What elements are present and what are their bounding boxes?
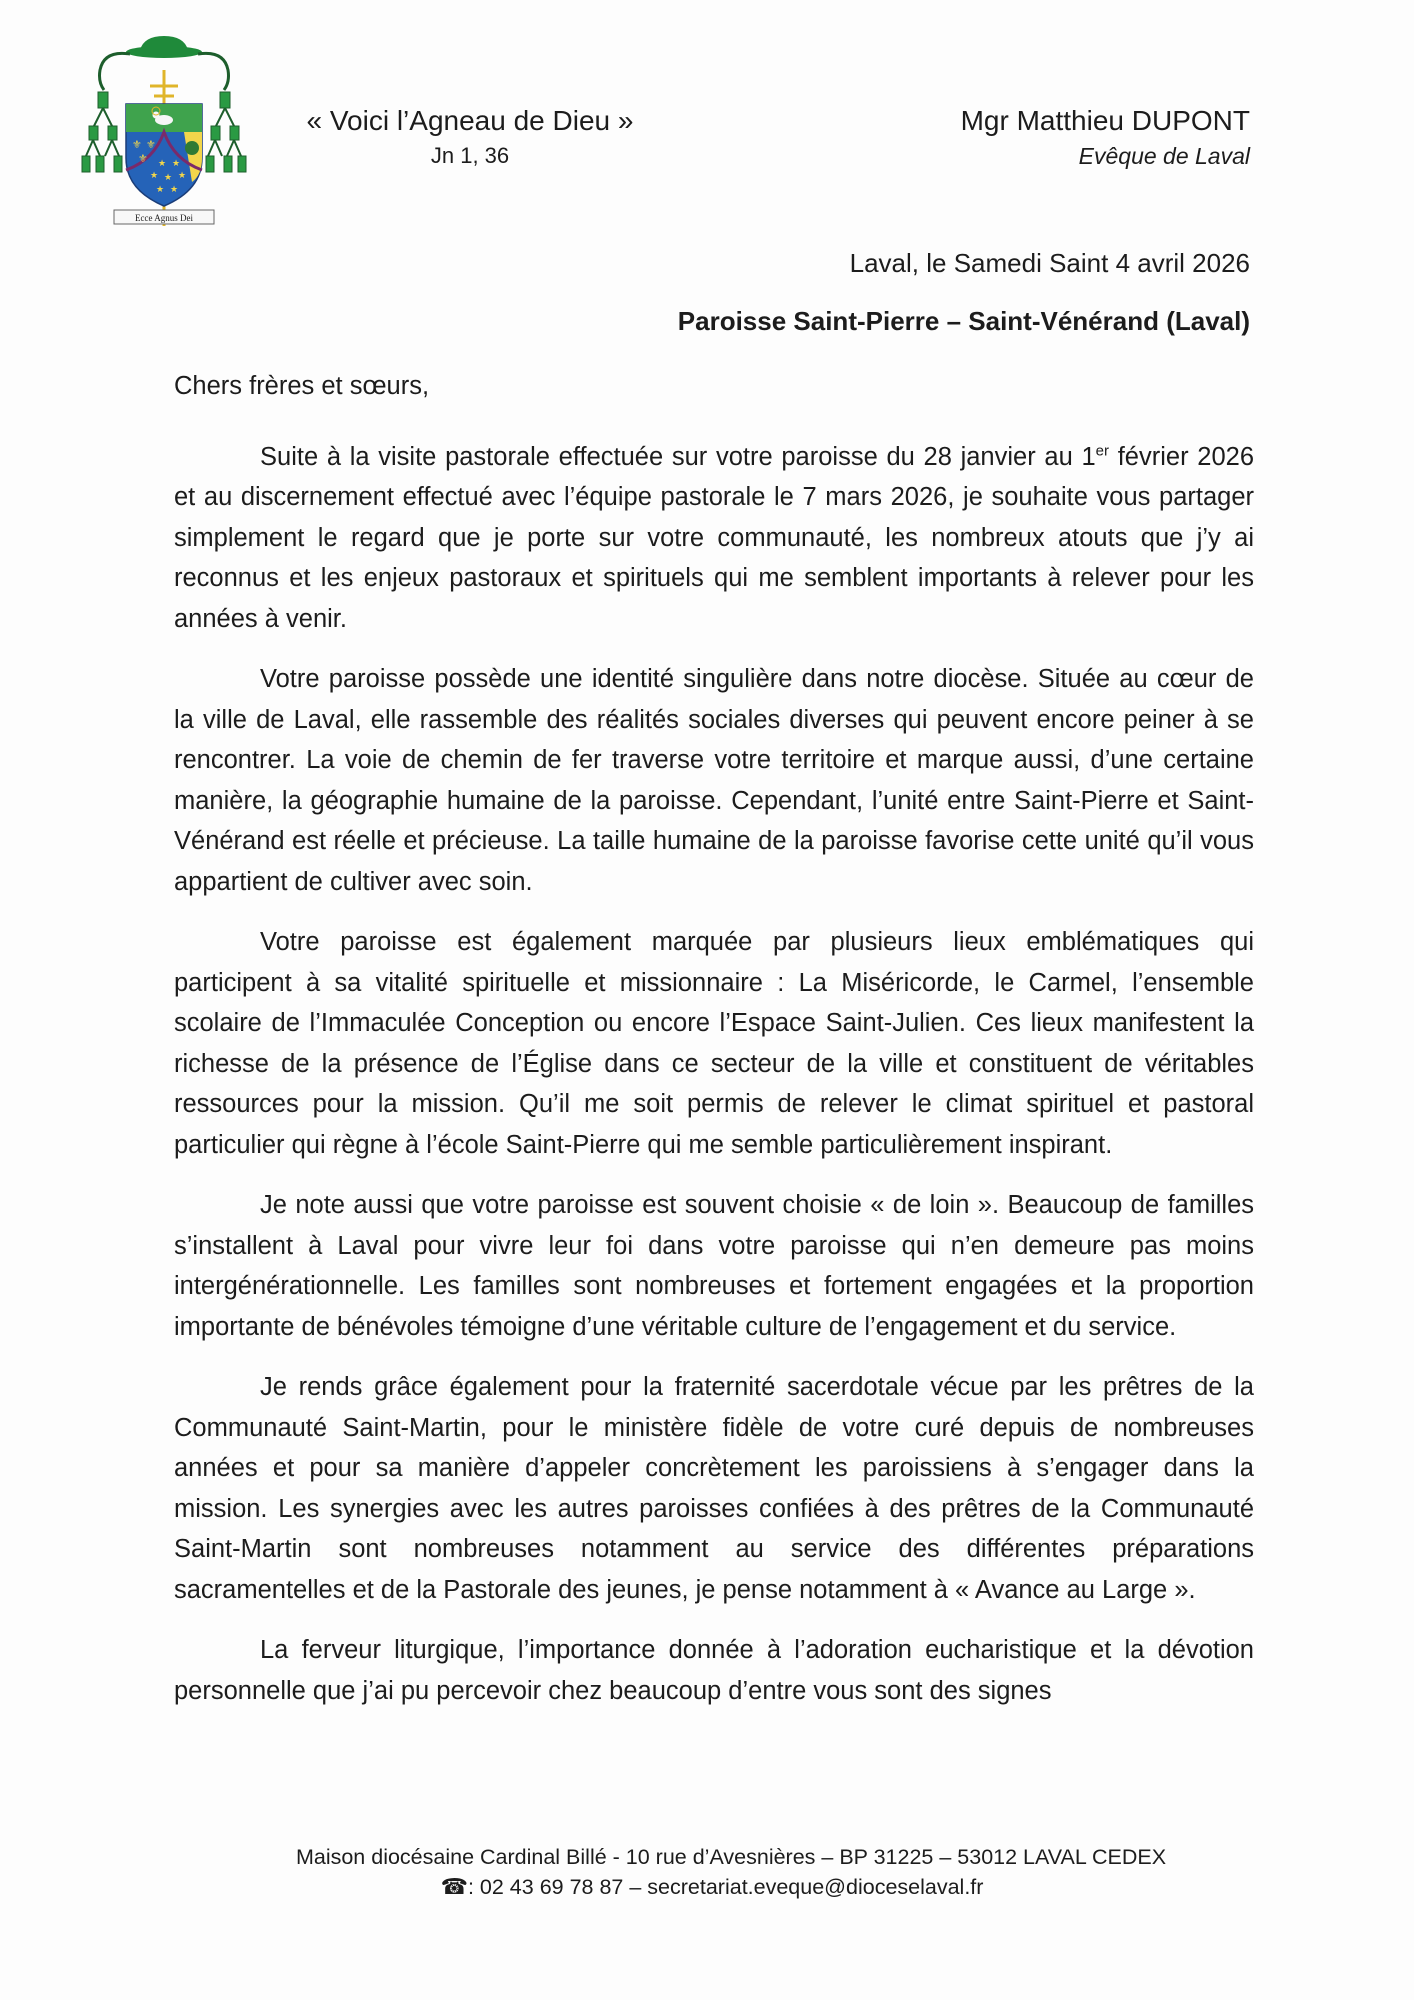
- svg-text:⚜: ⚜: [132, 138, 142, 151]
- svg-text:★: ★: [156, 185, 165, 195]
- svg-text:★: ★: [170, 185, 179, 195]
- paragraph-1: [174, 437, 1254, 640]
- author-role: Evêque de Laval: [1078, 143, 1250, 169]
- letter-subject: Paroisse Saint-Pierre – Saint-Vénérand (Laval): [677, 306, 1250, 336]
- svg-text:⚜: ⚜: [146, 138, 156, 151]
- ordinal-superscript: er: [1095, 442, 1110, 459]
- motto-reference: Jn 1, 36: [430, 143, 510, 168]
- cord-right: [198, 53, 229, 90]
- motto-quote: « Voici l’Agneau de Dieu »: [306, 105, 634, 136]
- footer-phone: : 02 43 69 78 87: [467, 1875, 624, 1899]
- letter-body: [174, 366, 1254, 1731]
- svg-text:★: ★: [178, 171, 187, 181]
- paragraph-1-start: Suite à la visite pastorale effectuée sur votre paroisse du 28 janvier au 1: [260, 442, 1096, 471]
- paragraph-5: Je rends grâce également pour la fraternité sacerdotale vécue par les prêtres de la Communauté Saint-Martin, pour le ministère fidèle de votre curé depuis de nombreuses années et pour sa manière d’appeler concrètement les paroissiens à s’engager dans la mission. Les synergies avec les autres paroisses confiées à des prêtres de la Communauté Saint-Martin sont nombreuses notamment au service des différentes préparations sacramentelles et de la Pastorale des jeunes, je pense notamment à « Avance au Large ».: [174, 1373, 1254, 1604]
- footer-contact: [0, 1872, 1414, 1902]
- svg-text:★: ★: [158, 159, 167, 169]
- svg-text:★: ★: [164, 173, 173, 183]
- author-block: [961, 104, 1250, 174]
- salutation: Chers frères et sœurs,: [174, 372, 430, 400]
- telephone-icon: ☎: [440, 1874, 468, 1899]
- paragraph-3: Votre paroisse est également marquée par plusieurs lieux emblématiques qui participent à sa vitalité spirituelle et missionnaire : La Miséricorde, le Carmel, l’ensemble scolaire de l’Immaculée Conception ou encore l’Espace Saint-Julien. Ces lieux manifestent la richesse de la présence de l’Église dans ce secteur de la ville et constituent de véritables ressources pour la mission. Qu’il me soit permis de relever le climat spirituel et pastoral particulier qui règne à l’école Saint-Pierre qui me semble particulièrement inspirant.: [174, 928, 1254, 1159]
- galero-crown: [140, 36, 188, 50]
- paragraph-1-rest: février 2026 et au discernement effectué avec l’équipe pastorale le 7 mars 2026, je souhaite vous partager simplement le regard que je porte sur votre communauté, les nombreux atouts que j’y ai reconnus et les enjeux pastoraux et spirituels qui me semblent importants à relever pour les années à venir.: [174, 442, 1255, 633]
- paragraph-4: Je note aussi que votre paroisse est souvent choisie « de loin ». Beaucoup de familles s’installent à Laval pour vivre leur foi dans votre paroisse qui n’en demeure pas moins intergénérationnelle. Les familles sont nombreuses et fortement engagées et la proportion importante de bénévoles témoigne d’une véritable culture de l’engagement et du service.: [174, 1191, 1254, 1341]
- footer-email[interactable]: secretariat.eveque@dioceselaval.fr: [647, 1875, 984, 1899]
- svg-text:★: ★: [172, 159, 181, 169]
- footer: [0, 1842, 1414, 1902]
- scroll-motto-text: Ecce Agnus Dei: [135, 213, 193, 223]
- tassels-left: [82, 92, 122, 172]
- coat-of-arms-icon: [74, 30, 254, 230]
- paragraph-6: La ferveur liturgique, l’importance donnée à l’adoration eucharistique et la dévotion personnelle que j’ai pu percevoir chez beaucoup d’entre vous sont des signes: [174, 1636, 1254, 1705]
- paragraph-2: Votre paroisse possède une identité singulière dans notre diocèse. Située au cœur de la ville de Laval, elle rassemble des réalités sociales diverses qui peuvent encore peiner à se rencontrer. La voie de chemin de fer traverse votre territoire et marque aussi, d’une certaine manière, la géographie humaine de la paroisse. Cependant, l’unité entre Saint-Pierre et Saint-Vénérand est réelle et précieuse. La taille humaine de la paroisse favorise cette unité qu’il vous appartient de cultiver avec soin.: [174, 665, 1254, 896]
- date-line: Laval, le Samedi Saint 4 avril 2026: [849, 248, 1250, 278]
- footer-address: Maison diocésaine Cardinal Billé - 10 rue d’Avesnières – BP 31225 – 53012 LAVAL CEDEX: [295, 1845, 1167, 1869]
- tree-icon: [185, 141, 199, 155]
- footer-separator: –: [623, 1875, 648, 1899]
- cord-left: [100, 53, 131, 90]
- svg-text:★: ★: [150, 171, 159, 181]
- svg-text:⚜: ⚜: [138, 152, 148, 165]
- motto-block: [290, 104, 650, 174]
- author-name: Mgr Matthieu DUPONT: [960, 105, 1250, 136]
- tassels-right: [206, 92, 246, 172]
